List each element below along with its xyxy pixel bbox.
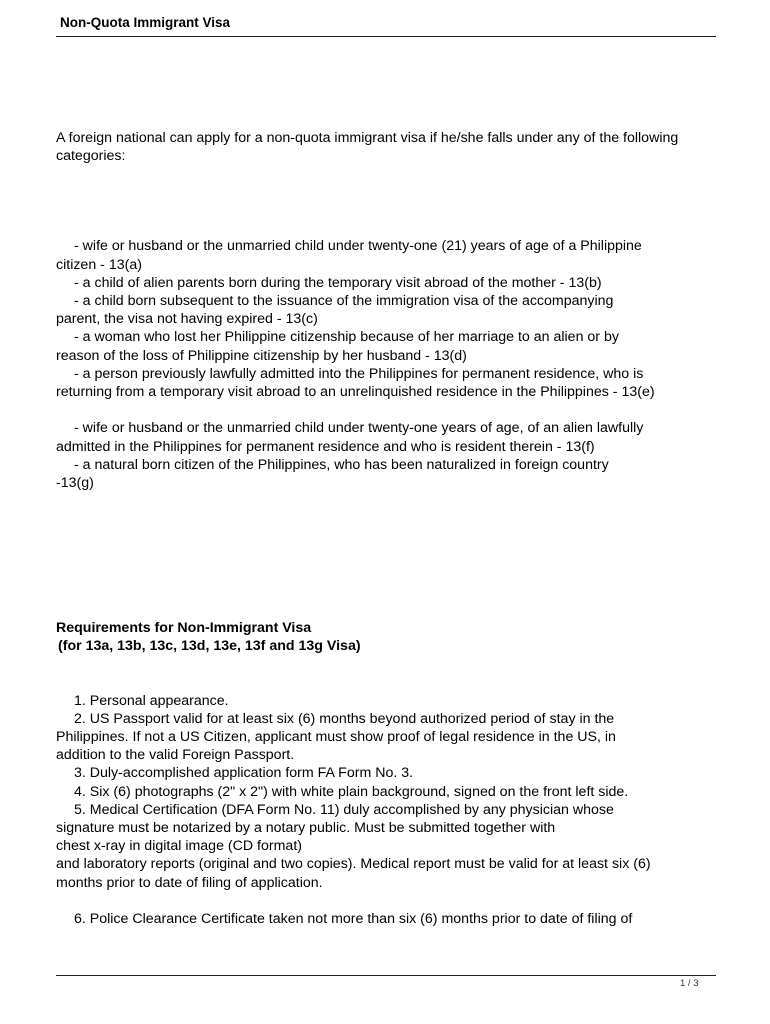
category-13f-line1: - wife or husband or the unmarried child under twenty-one years of age, of an alien lawfully <box>74 420 644 437</box>
category-13g-line2: -13(g) <box>56 475 94 492</box>
requirements-list <box>56 692 721 929</box>
category-13c-line1: - a child born subsequent to the issuance of the immigration visa of the accompanying <box>74 293 614 310</box>
document-body <box>56 129 721 928</box>
page-number: 1 / 3 <box>680 978 699 989</box>
category-13a-line2: citizen - 13(a) <box>56 256 142 273</box>
requirement-5-line5: months prior to date of filing of application. <box>56 874 323 891</box>
requirements-subtitle: (for 13a, 13b, 13c, 13d, 13e, 13f and 13g Visa) <box>58 638 361 655</box>
footer-divider <box>56 975 716 976</box>
category-13g-line1: - a natural born citizen of the Philippines, who has been naturalized in foreign country <box>74 456 609 473</box>
category-13d-line1: - a woman who lost her Philippine citizenship because of her marriage to an alien or by <box>74 329 619 346</box>
category-list <box>56 237 721 492</box>
requirement-5-line2: signature must be notarized by a notary public. Must be submitted together with <box>56 820 556 837</box>
requirements-title: Requirements for Non-Immigrant Visa <box>56 620 312 637</box>
requirement-4: 4. Six (6) photographs (2" x 2") with white plain background, signed on the front left side. <box>74 783 629 800</box>
requirement-5-line4: and laboratory reports (original and two copies). Medical report must be valid for at least six (6) <box>56 856 651 873</box>
requirement-5-line3: chest x-ray in digital image (CD format) <box>56 838 302 855</box>
category-13e-line2: returning from a temporary visit abroad to an unrelinquished residence in the Philippines - 13(e) <box>56 384 655 401</box>
requirement-5-line1: 5. Medical Certification (DFA Form No. 11) duly accomplished by any physician whose <box>74 801 614 818</box>
category-13b-line1: - a child of alien parents born during the temporary visit abroad of the mother - 13(b) <box>74 274 602 291</box>
category-13c-line2: parent, the visa not having expired - 13(c) <box>56 311 318 328</box>
category-13a-line1: - wife or husband or the unmarried child under twenty-one (21) years of age of a Philippine <box>74 238 642 255</box>
category-13e-line1: - a person previously lawfully admitted into the Philippines for permanent residence, who is <box>74 365 644 382</box>
category-13f-line2: admitted in the Philippines for permanent residence and who is resident therein - 13(f) <box>56 438 595 455</box>
intro-paragraph: A foreign national can apply for a non-quota immigrant visa if he/she falls under any of the following categories: <box>56 130 679 165</box>
requirement-2-line2: Philippines. If not a US Citizen, applicant must show proof of legal residence in the US, in <box>56 729 616 746</box>
requirement-2-line1: 2. US Passport valid for at least six (6) months beyond authorized period of stay in the <box>74 710 615 727</box>
category-13d-line2: reason of the loss of Philippine citizenship by her husband - 13(d) <box>56 347 467 364</box>
page-header-title: Non-Quota Immigrant Visa <box>60 15 231 30</box>
requirement-3: 3. Duly-accomplished application form FA Form No. 3. <box>74 765 414 782</box>
requirement-1: 1. Personal appearance. <box>74 692 229 709</box>
requirement-2-line3: addition to the valid Foreign Passport. <box>56 747 295 764</box>
requirement-6-line1: 6. Police Clearance Certificate taken not more than six (6) months prior to date of filing of <box>74 911 633 928</box>
header-divider <box>56 36 716 37</box>
